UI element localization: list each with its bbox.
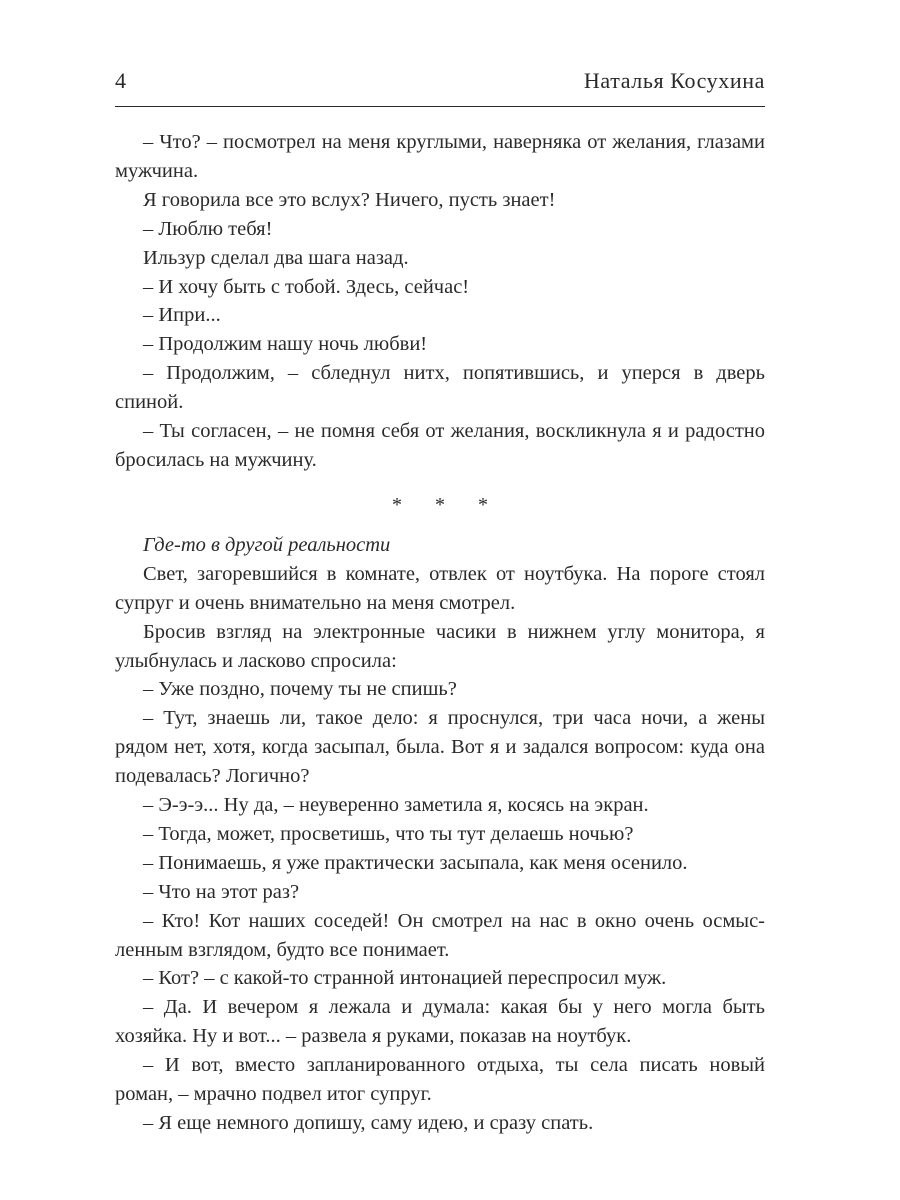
paragraph: – Уже поздно, почему ты не спишь? [143,678,457,701]
paragraph: – Продолжим нашу ночь любви! [143,333,428,356]
paragraph: – Понимаешь, я уже практически засыпала, как меня осенило. [143,851,688,874]
paragraph: Бросив взгляд на электронные часики в нижнем углу монитора, я улыбнулась и ласково спросила: [115,620,765,672]
paragraph: – Тут, знаешь ли, такое дело: я проснулся, три часа ночи, а жены рядом нет, хотя, когда засыпал, была. Вот я и задался вопросом: куда она подевалась? Логично? [115,707,765,788]
paragraph: – И хочу быть с тобой. Здесь, сейчас! [143,275,470,298]
book-page [115,60,765,1138]
paragraph: – Что? – посмотрел на меня круглыми, наверняка от желания, глазами мужчина. [115,131,765,182]
running-title-author: Наталья Косухина [583,68,765,93]
paragraph: – Люблю тебя! [143,217,273,240]
paragraph: – И вот, вместо запланированного отдыха, ты села писать новый роман, – мрачно подвел итог супруг. [115,1054,765,1106]
paragraph: – Э-э-э... Ну да, – неуверенно заметила я, косясь на экран. [143,794,649,817]
paragraph: Свет, загоревшийся в комнате, отвлек от ноутбука. На пороге стоял супруг и очень внимательно на меня смотрел. [115,562,765,614]
paragraph: – Тогда, может, просветишь, что ты тут делаешь ночью? [143,822,634,845]
paragraph: – Что на этот раз? [143,880,300,903]
paragraph: – Кот? – с какой-то странной интонацией переспросил муж. [143,967,667,990]
paragraph: Ильзур сделал два шага назад. [143,246,409,269]
paragraph: Я говорила все это вслух? Ничего, пусть знает! [143,188,556,211]
paragraph: – Я еще немного допишу, саму идею, и сразу спать. [143,1112,594,1134]
page-body [115,128,765,1138]
paragraph: – Ты согласен, – не помня себя от желания, воскликнула я и радостно бросилась на мужчину. [115,420,765,471]
paragraph: – Ипри... [143,304,221,327]
section-separator: * * * [392,493,502,516]
paragraph: – Да. И вечером я лежала и думала: какая бы у него могла быть хозяйка. Ну и вот... – развела я руками, показав на ноутбук. [115,996,765,1048]
section-subheading: Где-то в другой реальности [143,533,391,556]
page-number: 4 [115,68,126,93]
paragraph: – Кто! Кот наших соседей! Он смотрел на нас в окно очень осмысленным взглядом, будто все понимает. [115,909,765,961]
page-header [115,60,765,107]
paragraph: – Продолжим, – сбледнул нитх, попятившись, и уперся в дверь спиной. [115,362,765,414]
